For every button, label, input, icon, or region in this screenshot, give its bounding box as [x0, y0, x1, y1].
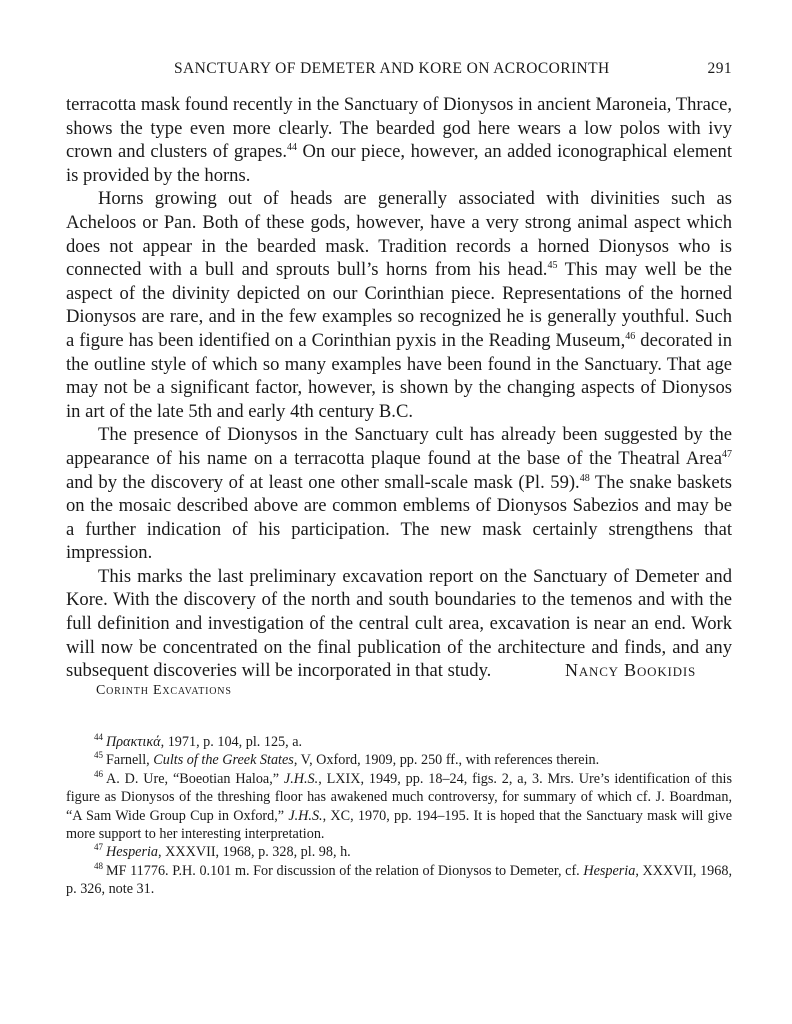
footnote-journal: J.H.S.	[288, 807, 323, 824]
footnote-45	[66, 751, 732, 769]
footnote-46	[66, 770, 732, 844]
paragraph-1	[66, 93, 732, 187]
article-body	[66, 93, 732, 683]
footnote-text: , LXIX, 1949, pp. 18–24, figs. 2, a, 3. Mrs. Ure’s identification of this figure as Dionysos of the threshing floor has awakened much controversy, for summary of which cf. J. Boardman, “A Sam Wide Group Cup in Oxford,”	[66, 770, 733, 824]
footnote-47	[66, 843, 732, 861]
paragraph-3-text-a: The presence of Dionysos in the Sanctuary cult has already been suggested by the appearance of his name on a terracotta plaque found at the base of the Theatral Area	[66, 424, 732, 469]
paragraph-2	[66, 187, 732, 423]
paragraph-4-text: This marks the last preliminary excavation report on the Sanctuary of Demeter and Kore. With the discovery of the north and south boundaries to the temenos and with the full definition and investigation of the central cult area, excavation is near an end. Work will now be concentrated on the final publication of the architecture and finds, and any subsequent discoveries will be incorporated in that study.	[66, 565, 732, 682]
footnote-ref-46: 46	[625, 330, 636, 342]
footnote-text: MF 11776. P.H. 0.101 m. For discussion of the relation of Dionysos to Demeter, cf.	[106, 862, 584, 879]
footnote-journal: Hesperia	[106, 844, 159, 861]
footnote-number: 47	[94, 842, 103, 853]
paragraph-3-text-b: and by the discovery of at least one other small-scale mask (Pl. 59).	[66, 471, 580, 493]
footnote-text: , 1971, p. 104, pl. 125, a.	[160, 734, 303, 750]
running-head	[66, 60, 732, 84]
footnote-text: , V, Oxford, 1909, pp. 250 ff., with references therein.	[293, 752, 600, 769]
paragraph-2-text-b: This may well be the aspect of the divinity depicted on our Corinthian piece. Representations of the horned Dionysos are rare, and in the few examples so recognized he is generally youthful. Such a figure has been identified on a Corinthian pyxis in the Reading Museum,	[66, 259, 732, 351]
footnote-text: , XC, 1970, pp. 194–195. It is hoped that the Sanctuary mask will give more support to her interesting interpretation.	[66, 807, 732, 843]
running-head-title: SANCTUARY OF DEMETER AND KORE ON ACROCORINTH	[174, 60, 610, 77]
footnote-journal: J.H.S.	[283, 770, 319, 787]
footnote-ref-48: 48	[579, 472, 590, 484]
paragraph-3-text-c: The snake baskets on the mosaic described above are common emblems of Dionysos Sabezios and may be a further indication of his participation. The new mask certainly strengthens that impression.	[66, 471, 733, 564]
footnote-ref-45: 45	[547, 260, 558, 272]
paragraph-2-text-c: decorated in the outline style of which so many examples have been found in the Sanctuary. That age may not be a significant factor, however, is shown by the changing aspects of Dionysos in art of the late 5th and early 4th century	[66, 329, 732, 422]
footnote-44	[66, 733, 732, 751]
footnote-number: 44	[94, 732, 103, 742]
era-abbreviation: B.C.	[378, 400, 413, 422]
footnote-text: , XXXVII, 1968, p. 326, note 31.	[66, 862, 732, 898]
footnote-number: 48	[94, 860, 103, 871]
paragraph-2-text-a: Horns growing out of heads are generally associated with divinities such as Acheloos or Pan. Both of these gods, however, have a very strong animal aspect which does not appear in the bearded mask. Tradition records a horned Dionysos who is connected with a bull and sprouts bull’s horns from his head.	[66, 188, 732, 281]
footnote-text: Farnell,	[106, 752, 154, 769]
author-signature: Nancy Bookidis	[565, 660, 696, 680]
footnote-ref-44: 44	[287, 142, 297, 154]
paragraph-3	[66, 423, 732, 565]
footnotes	[66, 733, 732, 899]
footnote-title: Cults of the Greek States	[153, 752, 294, 769]
footnote-journal: Hesperia	[583, 862, 636, 879]
footnote-title: Πρακτικά	[106, 734, 161, 750]
footnote-number: 46	[94, 768, 103, 779]
page-number: 291	[707, 60, 732, 77]
footnote-number: 45	[94, 750, 103, 761]
author-affiliation: Corinth Excavations	[96, 683, 232, 698]
footnote-ref-47: 47	[722, 448, 732, 460]
footnote-48	[66, 862, 732, 899]
paragraph-1-text-a: terracotta mask found recently in the Sanctuary of Dionysos in ancient Maroneia, Thrace, shows the type even more clearly. The bearded god here wears a low polos with ivy crown and clusters of grapes.	[66, 94, 732, 163]
paragraph-1-text-b: On our piece, however, an added iconographical element is provided by the horns.	[66, 141, 733, 186]
footnote-text: , XXXVII, 1968, p. 328, pl. 98, h.	[158, 844, 351, 861]
footnote-text: A. D. Ure, “Boeotian Haloa,”	[106, 770, 284, 787]
